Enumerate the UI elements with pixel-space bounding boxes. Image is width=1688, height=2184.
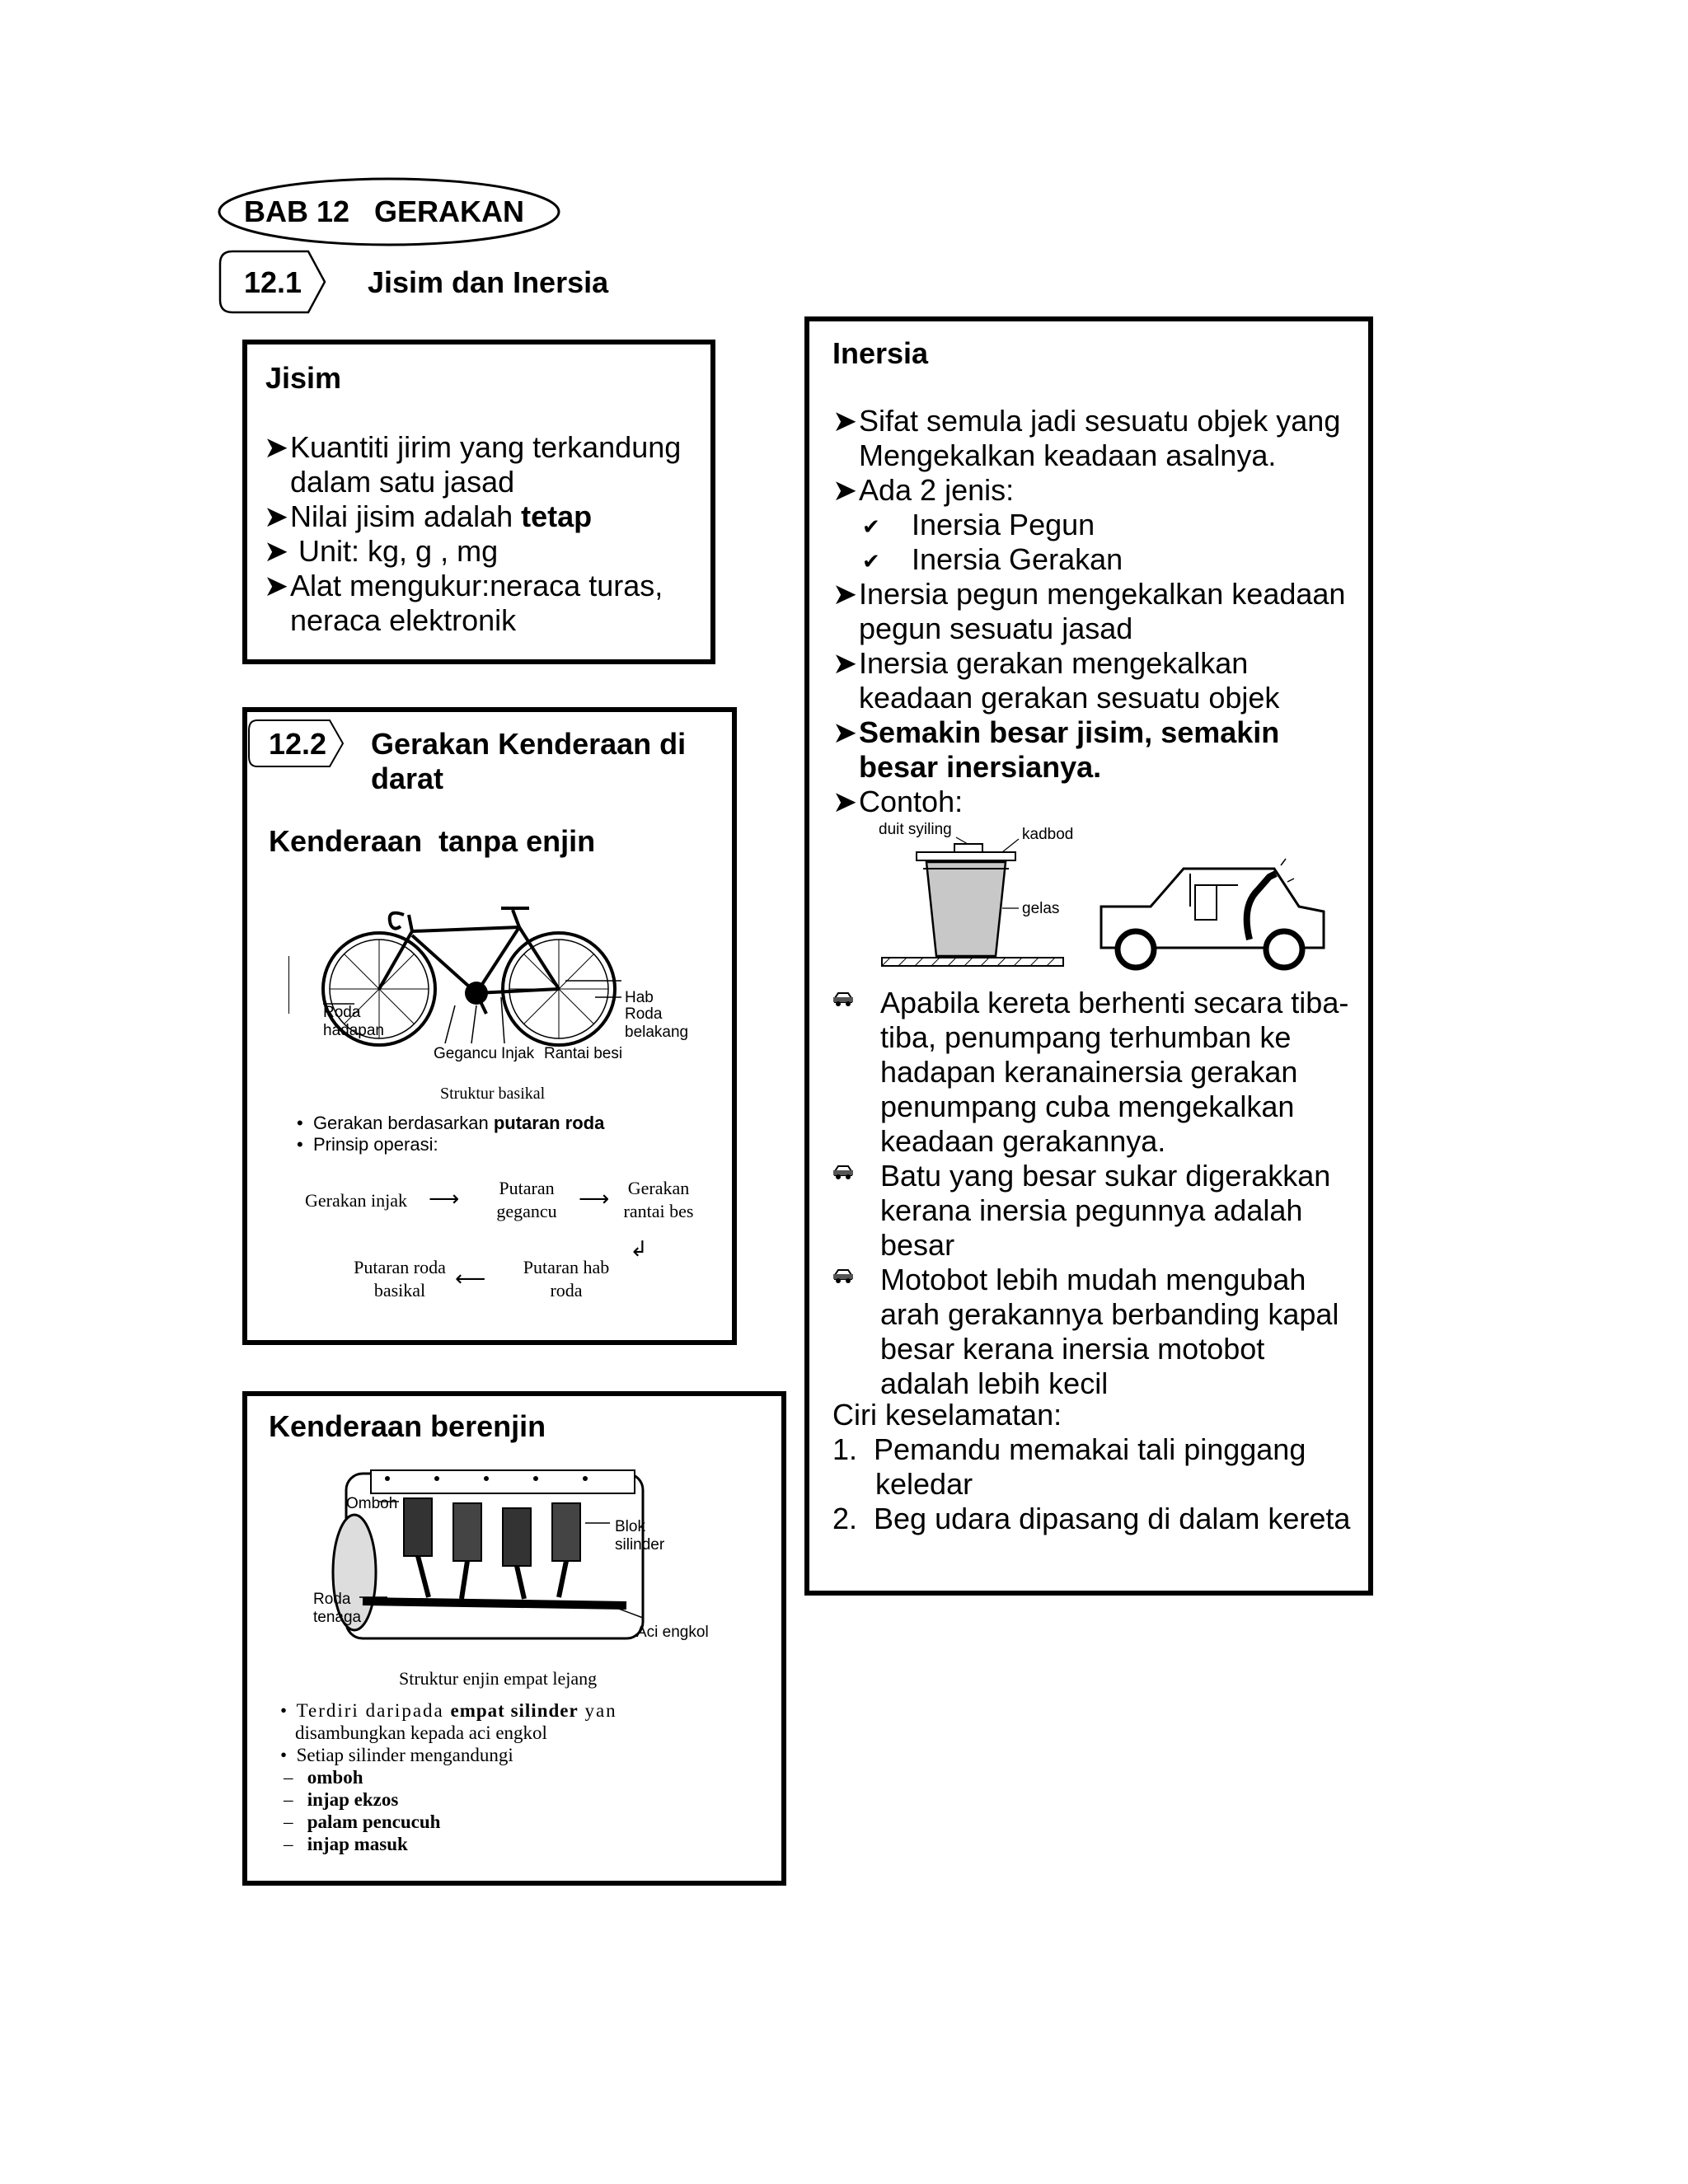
list-item: – injap masuk <box>284 1834 408 1854</box>
engine-caption: Struktur enjin empat lejang <box>399 1668 598 1689</box>
list-item: ➤ Inersia gerakan mengekalkan keadaan gerakan sesuatu objek <box>832 646 1280 715</box>
list-item: ✔ Inersia Pegun <box>862 508 1357 542</box>
section-number: 12.1 <box>244 265 302 299</box>
list-item: ➤ Semakin besar jisim, semakin besar inersianya. <box>832 715 1280 784</box>
safety-item-1: 1. Pemandu memakai tali pinggang keledar <box>832 1432 1315 1501</box>
arrow-bullet-icon: ➤ <box>264 499 289 533</box>
label-crankshaft: Aci engkol <box>636 1624 709 1641</box>
list-item: Batu yang besar sukar digerakkan kerana inersia pegunnya adalah besar <box>832 1159 1360 1263</box>
arrow-bullet-icon: ➤ <box>832 577 858 611</box>
arrow-right-icon: ⟶ <box>579 1186 610 1211</box>
label-piston: Omboh <box>346 1495 398 1512</box>
flow-step-5: Putaran roda basikal <box>354 1257 446 1301</box>
list-item: Apabila kereta berhenti secara tiba-tiba, penumpang terhumban ke hadapan keranainersia gerakan penumpang cuba mengekalkan keadaan gerakannya. <box>832 986 1360 1159</box>
label-cardboard: kadbod <box>1022 826 1074 843</box>
bicycle-bullets <box>297 1113 709 1155</box>
list-item: disambungkan kepada aci engkol <box>295 1722 547 1743</box>
label-front-wheel: Roda hadapan <box>323 1004 384 1039</box>
arrow-bullet-icon: ➤ <box>832 785 858 818</box>
list-item: ✔ Inersia Gerakan <box>862 542 1357 577</box>
car-icon <box>832 1164 854 1180</box>
arrow-bullet-icon: ➤ <box>264 430 289 464</box>
list-item: Motobot lebih mudah mengubah arah gerakannya berbanding kapal besar kerana inersia motobot adalah lebih kecil <box>832 1263 1360 1401</box>
arrow-bullet-icon: ➤ <box>264 534 289 568</box>
engine-figure <box>330 1465 676 1655</box>
list-item: – injap ekzos <box>284 1789 399 1810</box>
section-12-2-subtitle: Kenderaan tanpa enjin <box>269 824 596 858</box>
safety-title: Ciri keselamatan: <box>832 1398 1062 1432</box>
engine-title: Kenderaan berenjin <box>269 1409 546 1443</box>
inersia-box <box>804 316 1373 1596</box>
car-passenger-figure <box>1093 849 1332 972</box>
inersia-list-2 <box>832 577 1360 819</box>
list-item: • Prinsip operasi: <box>297 1134 438 1155</box>
jisim-list <box>264 430 692 638</box>
label-coin: duit syiling <box>879 821 952 838</box>
label-rear-wheel: Roda belakang <box>625 1005 689 1041</box>
flow-step-2: Putaran gegancu <box>496 1178 557 1221</box>
arrow-down-left-icon: ↲ <box>630 1236 648 1261</box>
car-icon <box>832 1268 854 1284</box>
jisim-box <box>242 340 715 664</box>
label-cylinder-block: Blok silinder <box>615 1518 665 1554</box>
flow-step-4: Putaran hab roda <box>523 1257 610 1301</box>
label-pedal: Injak <box>501 1045 535 1062</box>
arrow-bullet-icon: ➤ <box>264 569 289 602</box>
list-item: ➤ Inersia pegun mengekalkan keadaan pegun sesuatu jasad <box>832 577 1346 645</box>
safety-item-2: 2. Beg udara dipasang di dalam kereta <box>832 1502 1351 1535</box>
chapter-title: BAB 12 GERAKAN <box>244 194 525 228</box>
engine-bullets <box>280 1699 758 1855</box>
list-item: • Gerakan berdasarkan putaran roda <box>297 1113 605 1133</box>
jisim-title: Jisim <box>265 361 342 395</box>
car-icon <box>832 991 854 1007</box>
arrow-bullet-icon: ➤ <box>832 646 858 680</box>
list-item: ➤ Contoh: <box>832 785 964 818</box>
bicycle-caption: Struktur basikal <box>440 1085 546 1103</box>
arrow-bullet-icon: ➤ <box>832 715 858 749</box>
label-hub: Hab <box>625 989 654 1006</box>
check-icon: ✔ <box>862 549 880 574</box>
inersia-title: Inersia <box>832 336 929 370</box>
list-item: • Setiap silinder mengandungi <box>280 1745 513 1765</box>
label-sprocket: Gegancu <box>434 1045 498 1062</box>
label-chain: Rantai besi <box>544 1045 623 1062</box>
bicycle-figure <box>288 890 717 1071</box>
list-item: – palam pencucuh <box>284 1811 441 1832</box>
engine-box <box>242 1391 786 1886</box>
inersia-list <box>832 404 1360 508</box>
arrow-bullet-icon: ➤ <box>832 404 858 438</box>
arrow-bullet-icon: ➤ <box>832 473 858 507</box>
section-12-2-number: 12.2 <box>269 727 327 761</box>
list-item: ➤ Alat mengukur:neraca turas, neraca elektronik <box>264 569 663 637</box>
list-item: – omboh <box>284 1767 363 1788</box>
inersia-types <box>832 508 1357 577</box>
examples-list <box>832 986 1360 1401</box>
flow-step-3: Gerakan rantai bes <box>623 1178 694 1221</box>
list-item: ➤ Ada 2 jenis: <box>832 473 1015 507</box>
section-12-2-title: Gerakan Kenderaan di darat <box>371 727 687 795</box>
section-12-2-box <box>242 707 737 1345</box>
list-item: ➤ Kuantiti jirim yang terkandung dalam satu jasad <box>264 430 682 499</box>
check-icon: ✔ <box>862 514 880 539</box>
list-item: ➤ Nilai jisim adalah tetap <box>264 499 593 533</box>
flow-step-1: Gerakan injak <box>305 1190 407 1211</box>
section-title: Jisim dan Inersia <box>368 265 609 299</box>
label-flywheel: Roda tenaga <box>313 1591 362 1626</box>
list-item: ➤ Sifat semula jadi sesuatu objek yang Mengekalkan keadaan asalnya. <box>832 404 1341 472</box>
arrow-left-icon: ⟵ <box>455 1266 486 1291</box>
list-item: ➤ Unit: kg, g , mg <box>264 534 499 568</box>
label-glass: gelas <box>1022 900 1060 917</box>
arrow-right-icon: ⟶ <box>429 1186 460 1211</box>
list-item: • Terdiri daripada empat silinder yan <box>280 1700 617 1721</box>
